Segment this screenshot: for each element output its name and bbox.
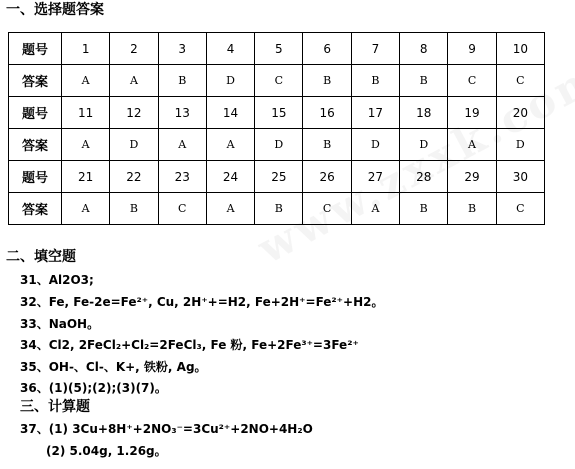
answer-cell: C bbox=[448, 65, 496, 97]
answer-35: 35、OH-、Cl-、K+, 铁粉, Ag。 bbox=[20, 360, 207, 374]
question-number-cell: 22 bbox=[110, 161, 158, 193]
answer-cell: A bbox=[448, 129, 496, 161]
answer-37-part-1: 37、(1) 3Cu+8H⁺+2NO₃⁻=3Cu²⁺+2NO+4H₂O bbox=[20, 422, 313, 436]
answer-cell: A bbox=[206, 129, 254, 161]
answer-cell: D bbox=[110, 129, 158, 161]
answer-cell: C bbox=[496, 65, 544, 97]
question-number-cell: 4 bbox=[206, 33, 254, 65]
question-number-row bbox=[9, 97, 545, 129]
answer-cell: D bbox=[400, 129, 448, 161]
answer-cell: C bbox=[303, 193, 351, 225]
row-label-question-number: 题号 bbox=[9, 161, 62, 193]
question-number-cell: 5 bbox=[255, 33, 303, 65]
answer-cell: B bbox=[351, 65, 399, 97]
question-number-cell: 8 bbox=[400, 33, 448, 65]
row-label-answer: 答案 bbox=[9, 129, 62, 161]
question-number-cell: 28 bbox=[400, 161, 448, 193]
question-number-cell: 10 bbox=[496, 33, 544, 65]
section-3-title: 三、计算题 bbox=[20, 399, 90, 415]
answer-cell: B bbox=[400, 193, 448, 225]
question-number-cell: 20 bbox=[496, 97, 544, 129]
question-number-cell: 25 bbox=[255, 161, 303, 193]
answer-cell: B bbox=[448, 193, 496, 225]
answer-cell: A bbox=[206, 193, 254, 225]
answer-cell: B bbox=[400, 65, 448, 97]
question-number-cell: 6 bbox=[303, 33, 351, 65]
question-number-cell: 21 bbox=[62, 161, 110, 193]
answer-cell: C bbox=[496, 193, 544, 225]
question-number-cell: 27 bbox=[351, 161, 399, 193]
answer-cell: C bbox=[158, 193, 206, 225]
row-label-question-number: 题号 bbox=[9, 97, 62, 129]
question-number-row bbox=[9, 33, 545, 65]
answer-31: 31、Al2O3; bbox=[20, 273, 94, 287]
question-number-cell: 18 bbox=[400, 97, 448, 129]
answer-row bbox=[9, 65, 545, 97]
answer-cell: A bbox=[62, 193, 110, 225]
question-number-cell: 16 bbox=[303, 97, 351, 129]
answer-36: 36、(1)(5);(2);(3)(7)。 bbox=[20, 381, 167, 395]
answer-33: 33、NaOH。 bbox=[20, 317, 100, 331]
question-number-cell: 30 bbox=[496, 161, 544, 193]
answer-cell: D bbox=[496, 129, 544, 161]
answer-cell: B bbox=[158, 65, 206, 97]
question-number-cell: 12 bbox=[110, 97, 158, 129]
answer-cell: A bbox=[62, 65, 110, 97]
question-number-cell: 1 bbox=[62, 33, 110, 65]
question-number-cell: 14 bbox=[206, 97, 254, 129]
question-number-cell: 9 bbox=[448, 33, 496, 65]
question-number-cell: 23 bbox=[158, 161, 206, 193]
question-number-cell: 26 bbox=[303, 161, 351, 193]
section-2-title: 二、填空题 bbox=[6, 249, 76, 265]
answer-row bbox=[9, 129, 545, 161]
question-number-cell: 13 bbox=[158, 97, 206, 129]
question-number-cell: 11 bbox=[62, 97, 110, 129]
answer-cell: D bbox=[206, 65, 254, 97]
answer-32: 32、Fe, Fe-2e=Fe²⁺, Cu, 2H⁺+=H2, Fe+2H⁺=Fe²⁺+H2。 bbox=[20, 295, 384, 309]
row-label-answer: 答案 bbox=[9, 193, 62, 225]
answer-cell: B bbox=[255, 193, 303, 225]
row-label-question-number: 题号 bbox=[9, 33, 62, 65]
answer-cell: A bbox=[351, 193, 399, 225]
question-number-cell: 19 bbox=[448, 97, 496, 129]
answer-cell: B bbox=[303, 129, 351, 161]
answer-row bbox=[9, 193, 545, 225]
answer-cell: A bbox=[62, 129, 110, 161]
section-1-title: 一、选择题答案 bbox=[6, 2, 104, 18]
answer-cell: B bbox=[110, 193, 158, 225]
question-number-cell: 2 bbox=[110, 33, 158, 65]
answer-cell: A bbox=[110, 65, 158, 97]
answer-cell: D bbox=[255, 129, 303, 161]
answer-table bbox=[8, 32, 545, 225]
answer-cell: A bbox=[158, 129, 206, 161]
answer-34: 34、Cl2, 2FeCl₂+Cl₂=2FeCl₃, Fe 粉, Fe+2Fe³⁺=3Fe²⁺ bbox=[20, 338, 359, 352]
answer-cell: D bbox=[351, 129, 399, 161]
question-number-cell: 29 bbox=[448, 161, 496, 193]
question-number-cell: 15 bbox=[255, 97, 303, 129]
answer-cell: C bbox=[255, 65, 303, 97]
answer-37-part-2: (2) 5.04g, 1.26g。 bbox=[46, 444, 167, 458]
question-number-cell: 17 bbox=[351, 97, 399, 129]
answer-cell: B bbox=[303, 65, 351, 97]
question-number-cell: 3 bbox=[158, 33, 206, 65]
question-number-cell: 24 bbox=[206, 161, 254, 193]
question-number-cell: 7 bbox=[351, 33, 399, 65]
question-number-row bbox=[9, 161, 545, 193]
row-label-answer: 答案 bbox=[9, 65, 62, 97]
